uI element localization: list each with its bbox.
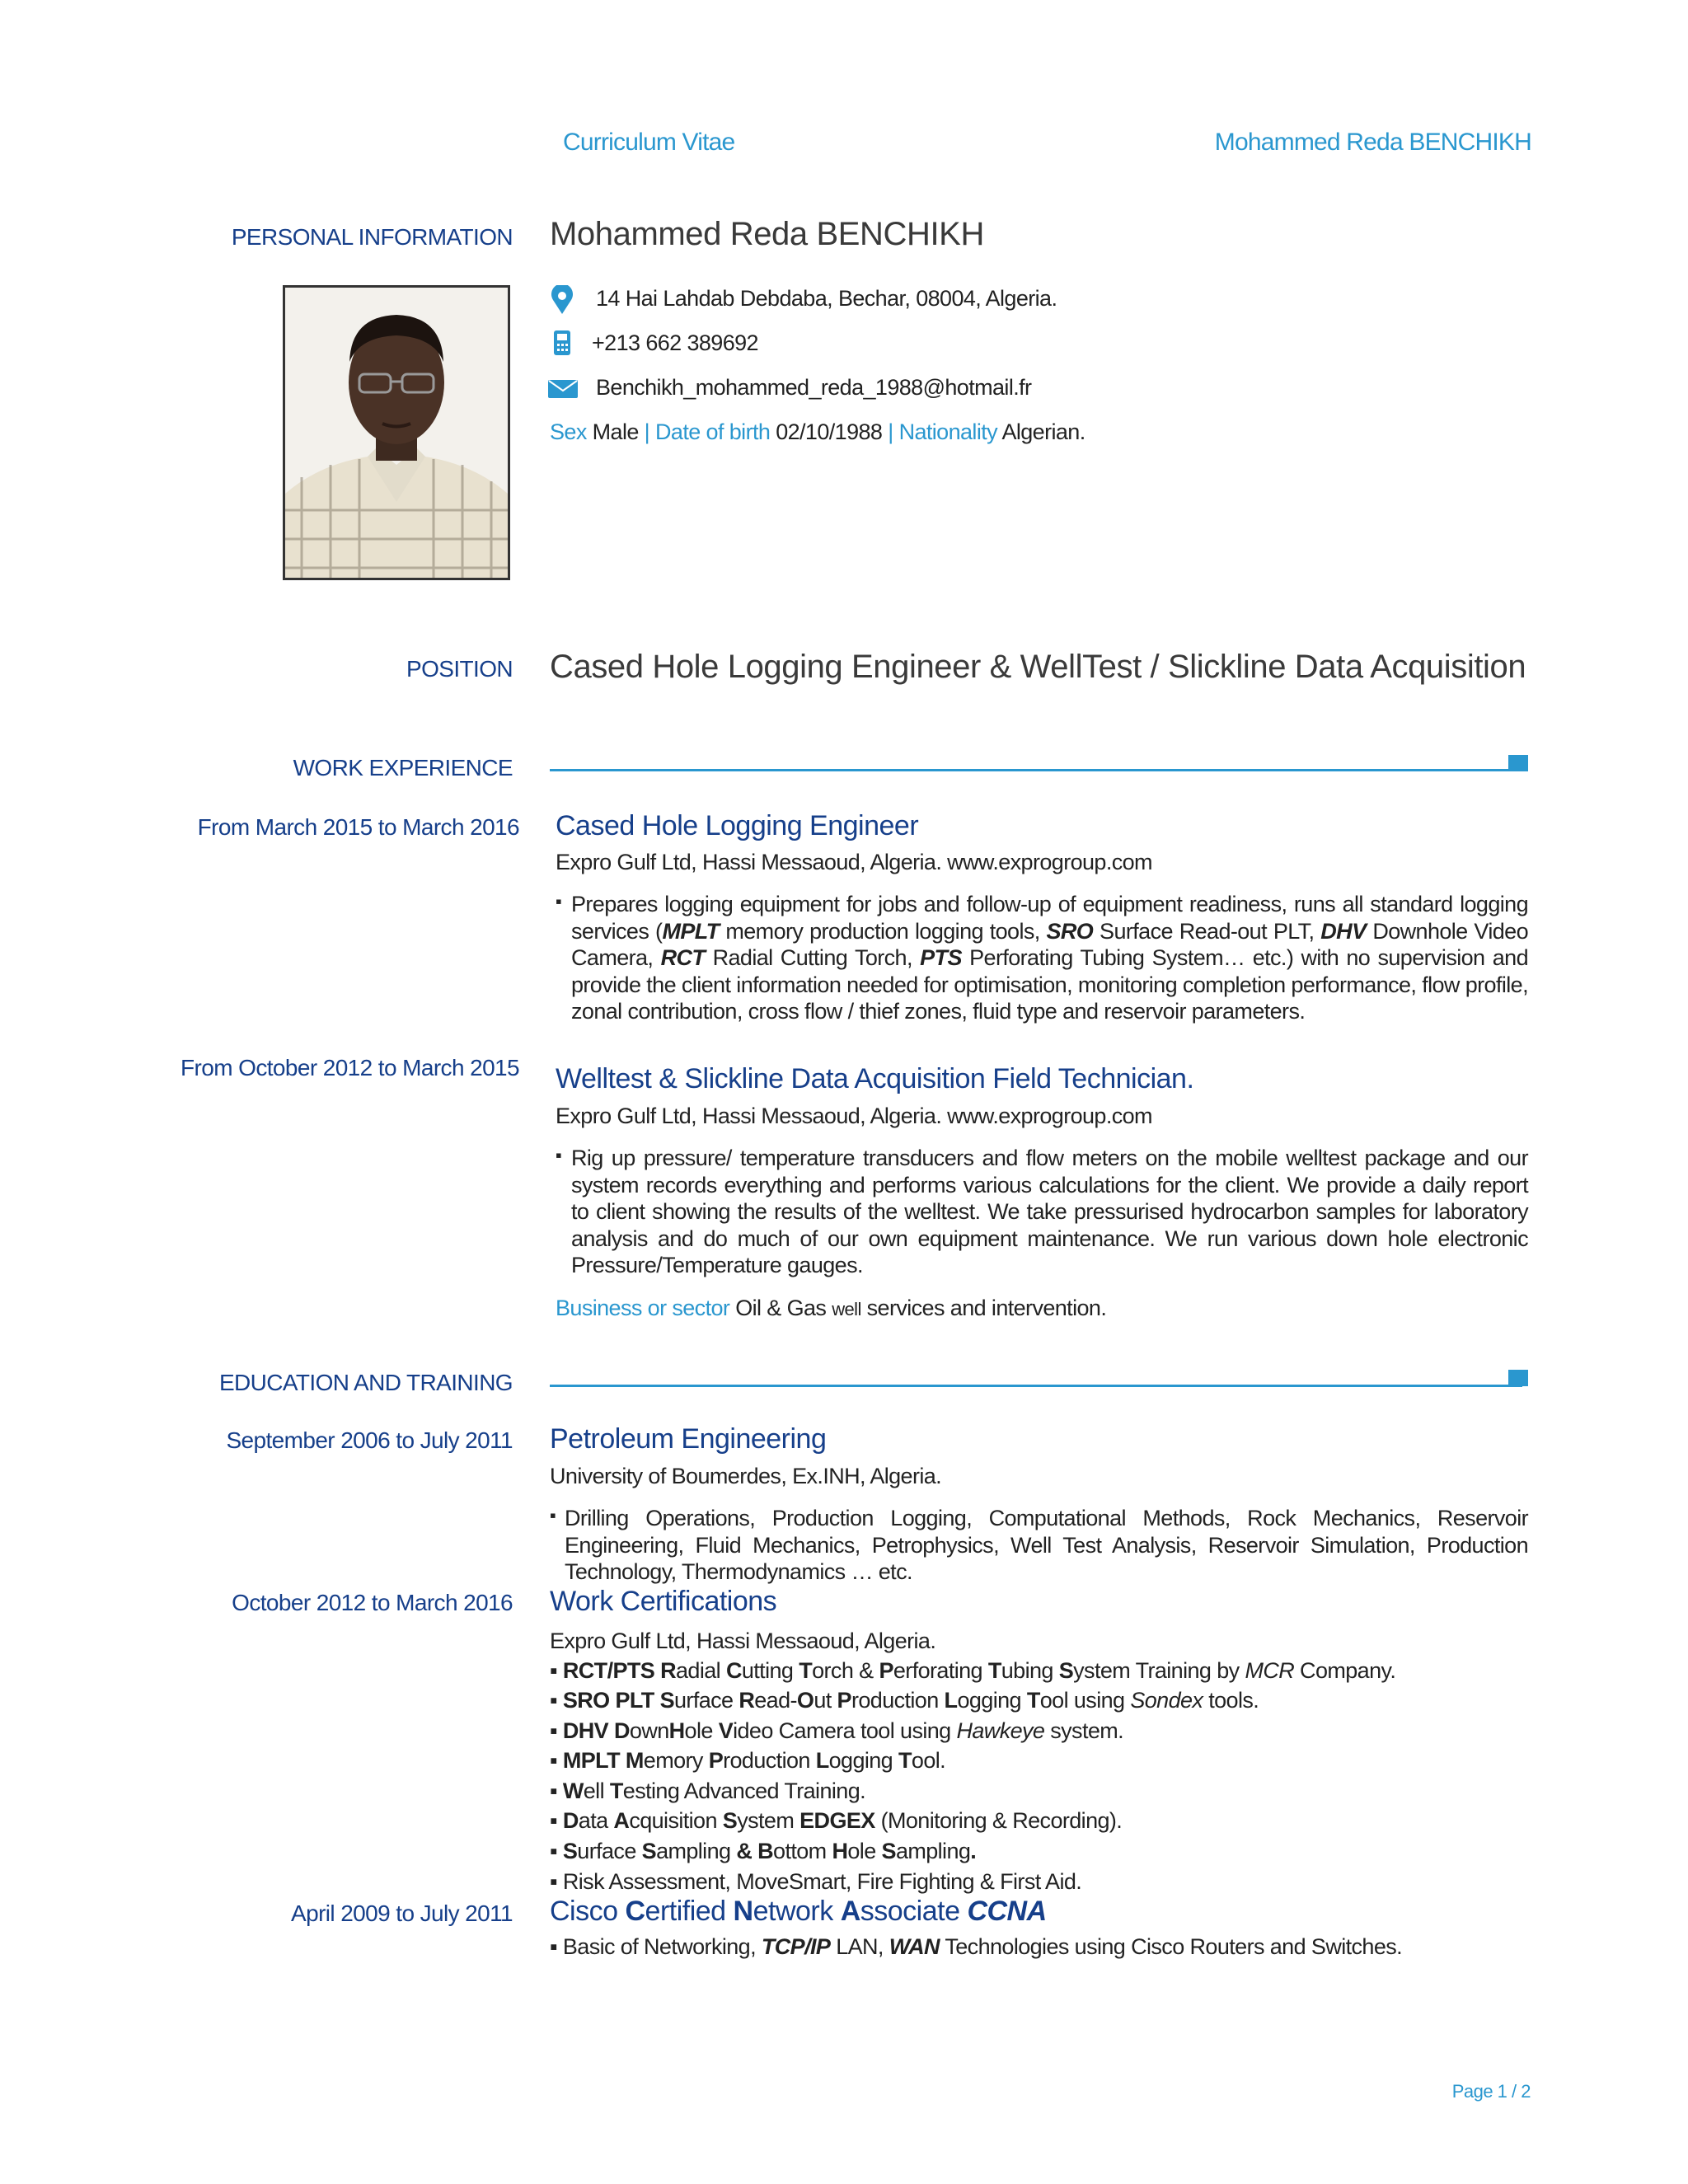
cert-initial: O bbox=[796, 1688, 814, 1713]
duty-term: PTS bbox=[920, 945, 962, 970]
ccna-title-initial: N bbox=[733, 1896, 753, 1927]
education-3-title bbox=[550, 1896, 1047, 1928]
cert-initial: D bbox=[614, 1718, 630, 1743]
cert-initial: P bbox=[708, 1748, 724, 1773]
cert-initial: T bbox=[799, 1658, 813, 1683]
bullet-icon: ▪ bbox=[550, 1934, 563, 1959]
ccna-title-text: ertified bbox=[645, 1896, 734, 1927]
business-sector-value-small: well bbox=[832, 1299, 861, 1319]
job-1-duties bbox=[556, 891, 1528, 1025]
cert-text: adial bbox=[676, 1658, 726, 1683]
certification-item bbox=[550, 1748, 945, 1774]
cert-text: ogging bbox=[828, 1748, 898, 1773]
cert-text: (Monitoring & Recording). bbox=[874, 1808, 1123, 1833]
position-label: POSITION bbox=[406, 656, 513, 682]
certification-item bbox=[550, 1718, 1123, 1744]
bullet-icon: ▪ bbox=[550, 1748, 563, 1773]
business-sector-label: Business or sector bbox=[556, 1296, 730, 1320]
phone-number: +213 662 389692 bbox=[592, 330, 758, 355]
cert-text: ead- bbox=[754, 1688, 797, 1713]
education-1-courses-text: Drilling Operations, Production Logging, Computational Methods, Rock Mechanics, Reservoir Engineering, Fluid Mechanics, Petrophysics, Well Test Analysis, Reservoir Simulation, Production Technology, Thermodynamics … etc. bbox=[565, 1506, 1528, 1584]
email-link[interactable]: Benchikh_mohammed_reda_1988@hotmail.fr bbox=[596, 375, 1032, 400]
section-rule-marker bbox=[1508, 1370, 1528, 1386]
cert-initial: C bbox=[725, 1658, 742, 1683]
ccna-title-text: Cisco bbox=[550, 1896, 626, 1927]
cert-initial: M bbox=[625, 1748, 644, 1773]
cert-text: urface bbox=[577, 1839, 642, 1863]
personal-details-line bbox=[550, 419, 1085, 445]
cert-initial: S bbox=[722, 1808, 738, 1833]
ccna-title-initial: A bbox=[840, 1896, 860, 1927]
section-rule-marker bbox=[1508, 755, 1528, 771]
education-1-courses bbox=[550, 1505, 1528, 1586]
cert-code: RCT/PTS bbox=[562, 1658, 655, 1683]
cert-text: ampling bbox=[656, 1839, 737, 1863]
bullet-icon: ▪ bbox=[550, 1839, 563, 1863]
cert-text: own bbox=[629, 1718, 669, 1743]
cert-text bbox=[620, 1748, 626, 1773]
cert-initial: P bbox=[837, 1688, 851, 1713]
cert-company: MCR bbox=[1245, 1658, 1295, 1683]
cert-initial: T bbox=[987, 1658, 1001, 1683]
cert-text: Risk Assessment, MoveSmart, Fire Fighting & First Aid. bbox=[562, 1869, 1082, 1894]
ccna-acronym: CCNA bbox=[967, 1896, 1047, 1927]
cert-initial: . bbox=[970, 1839, 977, 1863]
bullet-icon: ▪ bbox=[550, 1808, 563, 1833]
business-sector-value-rest: services and intervention. bbox=[866, 1296, 1107, 1320]
ccna-title-text: etwork bbox=[753, 1896, 841, 1927]
cert-text: urface bbox=[674, 1688, 739, 1713]
nationality-value: Algerian. bbox=[1001, 419, 1085, 444]
education-1-title: Petroleum Engineering bbox=[550, 1423, 827, 1455]
cert-text: ampling bbox=[895, 1839, 971, 1863]
job-2-title: Welltest & Slickline Data Acquisition Field Technician. bbox=[556, 1063, 1194, 1094]
duty-text: Surface Read-out PLT, bbox=[1093, 918, 1321, 944]
ccna-title-initial: C bbox=[625, 1896, 645, 1927]
duty-text: Radial Cutting Torch, bbox=[705, 945, 921, 970]
ccna-text: Technologies using Cisco Routers and Switches. bbox=[939, 1934, 1403, 1959]
header-doc-title: Curriculum Vitae bbox=[563, 129, 735, 156]
bullet-icon: ▪ bbox=[550, 1869, 563, 1894]
certification-item bbox=[550, 1658, 1395, 1684]
cert-text: ool. bbox=[911, 1748, 946, 1773]
cert-text: ystem Training by bbox=[1073, 1658, 1245, 1683]
location-pin-icon bbox=[550, 285, 574, 319]
cert-initial: S bbox=[1058, 1658, 1074, 1683]
bullet-icon: ▪ bbox=[550, 1505, 556, 1526]
cert-text: emory bbox=[643, 1748, 709, 1773]
cert-initial: L bbox=[944, 1688, 958, 1713]
education-2-org: Expro Gulf Ltd, Hassi Messaoud, Algeria. bbox=[550, 1629, 936, 1653]
address-text: 14 Hai Lahdab Debdaba, Bechar, 08004, Algeria. bbox=[596, 286, 1057, 311]
section-rule bbox=[550, 769, 1522, 771]
ccna-term: WAN bbox=[889, 1934, 940, 1959]
cert-company: Sondex bbox=[1130, 1688, 1203, 1713]
certification-item bbox=[550, 1779, 865, 1804]
cert-text: roduction bbox=[851, 1688, 945, 1713]
job-2-date: From October 2012 to March 2015 bbox=[181, 1055, 519, 1080]
dob-label: Date of birth bbox=[655, 419, 771, 444]
cert-text: cquisition bbox=[629, 1808, 723, 1833]
job-1-duties-text bbox=[571, 891, 1528, 1025]
sex-value: Male bbox=[592, 419, 639, 444]
cert-initial: S bbox=[562, 1839, 578, 1863]
cert-text: ool using bbox=[1039, 1688, 1131, 1713]
bullet-icon: ▪ bbox=[550, 1688, 563, 1713]
bullet-icon: ▪ bbox=[550, 1779, 563, 1803]
bullet-icon: ▪ bbox=[556, 891, 562, 912]
header-candidate-name: Mohammed Reda BENCHIKH bbox=[1214, 129, 1531, 156]
cert-text: Company. bbox=[1294, 1658, 1396, 1683]
bullet-icon: ▪ bbox=[550, 1718, 563, 1743]
certification-item bbox=[550, 1808, 1122, 1834]
education-training-label: EDUCATION AND TRAINING bbox=[218, 1370, 513, 1395]
cert-text: ut bbox=[814, 1688, 837, 1713]
education-1-date: September 2006 to July 2011 bbox=[226, 1427, 513, 1453]
cert-code: MPLT bbox=[562, 1748, 620, 1773]
bullet-icon: ▪ bbox=[550, 1658, 563, 1683]
job-2-employer: Expro Gulf Ltd, Hassi Messaoud, Algeria. www.exprogroup.com bbox=[556, 1104, 1152, 1128]
cert-text: ata bbox=[578, 1808, 614, 1833]
section-rule bbox=[550, 1385, 1522, 1387]
cert-text: tools. bbox=[1203, 1688, 1259, 1713]
cert-initial: W bbox=[562, 1779, 584, 1803]
duty-text: Prepares logging equipment for jobs and follow-up of equipment readiness, runs all standard logging services ( bbox=[571, 892, 1528, 944]
cert-text: ole bbox=[684, 1718, 719, 1743]
cert-text: ell bbox=[583, 1779, 610, 1803]
business-sector-value: Oil & Gas bbox=[735, 1296, 827, 1320]
portrait-image bbox=[285, 288, 508, 578]
ccna-text: LAN, bbox=[830, 1934, 889, 1959]
personal-information-label: PERSONAL INFORMATION bbox=[231, 224, 513, 250]
cert-text: ole bbox=[847, 1839, 882, 1863]
separator: | bbox=[888, 419, 893, 444]
cert-text: system. bbox=[1044, 1718, 1124, 1743]
job-2-duties bbox=[556, 1145, 1528, 1279]
cert-code: EDGEX bbox=[799, 1808, 875, 1833]
cert-text: ideo Camera tool using bbox=[733, 1718, 957, 1743]
cert-code: SRO PLT bbox=[562, 1688, 654, 1713]
cert-initial: T bbox=[898, 1748, 912, 1773]
phone-icon bbox=[552, 330, 572, 360]
cert-initial: T bbox=[609, 1779, 623, 1803]
duty-text: Downhole Video Camera, bbox=[571, 918, 1528, 970]
duty-term: RCT bbox=[660, 945, 706, 970]
separator: | bbox=[644, 419, 650, 444]
cert-text: ottom bbox=[773, 1839, 832, 1863]
bullet-icon: ▪ bbox=[556, 1145, 562, 1165]
cert-initial: V bbox=[718, 1718, 734, 1743]
ccna-title-text: ssociate bbox=[860, 1896, 968, 1927]
cert-initial: H bbox=[668, 1718, 685, 1743]
cert-initial: R bbox=[738, 1688, 755, 1713]
education-2-title: Work Certifications bbox=[550, 1586, 777, 1617]
cert-text: ogging bbox=[957, 1688, 1027, 1713]
cert-initial: S bbox=[881, 1839, 896, 1863]
cert-company: Hawkeye bbox=[956, 1718, 1045, 1743]
work-experience-label: WORK EXPERIENCE bbox=[293, 755, 513, 780]
education-1-org: University of Boumerdes, Ex.INH, Algeria. bbox=[550, 1464, 942, 1488]
cert-initial: S bbox=[641, 1839, 657, 1863]
cert-initial: L bbox=[815, 1748, 829, 1773]
cert-text: erforating bbox=[893, 1658, 988, 1683]
certification-item bbox=[550, 1839, 976, 1864]
duty-term: DHV bbox=[1320, 918, 1367, 944]
ccna-text: Basic of Networking, bbox=[562, 1934, 762, 1959]
page-number: Page 1 / 2 bbox=[1451, 2081, 1531, 2102]
duty-text: memory production logging tools, bbox=[719, 918, 1047, 944]
cert-text: ubing bbox=[1001, 1658, 1059, 1683]
cert-text: utting bbox=[741, 1658, 799, 1683]
cert-text: ystem bbox=[737, 1808, 800, 1833]
business-sector-line bbox=[556, 1296, 1106, 1321]
job-1-date: From March 2015 to March 2016 bbox=[197, 814, 519, 840]
cert-initial: & B bbox=[736, 1839, 774, 1863]
cert-initial: S bbox=[659, 1688, 675, 1713]
cert-initial: R bbox=[660, 1658, 676, 1683]
job-1-title: Cased Hole Logging Engineer bbox=[556, 810, 919, 841]
cert-text: orch & bbox=[812, 1658, 879, 1683]
cert-text: roduction bbox=[723, 1748, 816, 1773]
email-envelope-icon bbox=[548, 379, 578, 403]
sex-label: Sex bbox=[550, 419, 587, 444]
profile-photo bbox=[283, 285, 510, 580]
duty-text: Perforating Tubing System… etc.) with no supervision and provide the client information needed for optimisation, monitoring completion performance, flow profile, zonal contribution, cross flow / thief zones, fluid type and reservoir parameters. bbox=[571, 945, 1528, 1024]
job-1-employer: Expro Gulf Ltd, Hassi Messaoud, Algeria. www.exprogroup.com bbox=[556, 850, 1152, 874]
ccna-term: TCP/IP bbox=[761, 1934, 831, 1959]
nationality-label: Nationality bbox=[898, 419, 998, 444]
candidate-name: Mohammed Reda BENCHIKH bbox=[550, 216, 984, 252]
cert-initial: D bbox=[562, 1808, 579, 1833]
position-value: Cased Hole Logging Engineer & WellTest / Slickline Data Acquisition bbox=[550, 649, 1526, 685]
cert-initial: H bbox=[832, 1839, 848, 1863]
cert-code: DHV bbox=[562, 1718, 609, 1743]
cert-initial: A bbox=[613, 1808, 630, 1833]
cert-initial: P bbox=[879, 1658, 893, 1683]
certification-item bbox=[550, 1869, 1081, 1895]
education-3-description bbox=[550, 1934, 1402, 1960]
education-2-date: October 2012 to March 2016 bbox=[232, 1590, 513, 1615]
job-2-duties-text: Rig up pressure/ temperature transducers and flow meters on the mobile welltest package and our system records everything and performs various calculations for the client. We provide a daily report to client showing the results of the welltest. We take pressurised hydrocarbon samples for laboratory analysis and do much of our own equipment maintenance. We run various down hole electronic Pressure/Temperature gauges. bbox=[571, 1146, 1528, 1277]
cert-text: esting Advanced Training. bbox=[622, 1779, 866, 1803]
education-3-date: April 2009 to July 2011 bbox=[291, 1900, 513, 1926]
certification-item bbox=[550, 1688, 1259, 1713]
cert-initial: T bbox=[1026, 1688, 1040, 1713]
duty-term: SRO bbox=[1046, 918, 1094, 944]
cert-text bbox=[654, 1688, 660, 1713]
dob-value: 02/10/1988 bbox=[776, 419, 883, 444]
duty-term: MPLT bbox=[662, 918, 720, 944]
cert-text bbox=[608, 1718, 614, 1743]
